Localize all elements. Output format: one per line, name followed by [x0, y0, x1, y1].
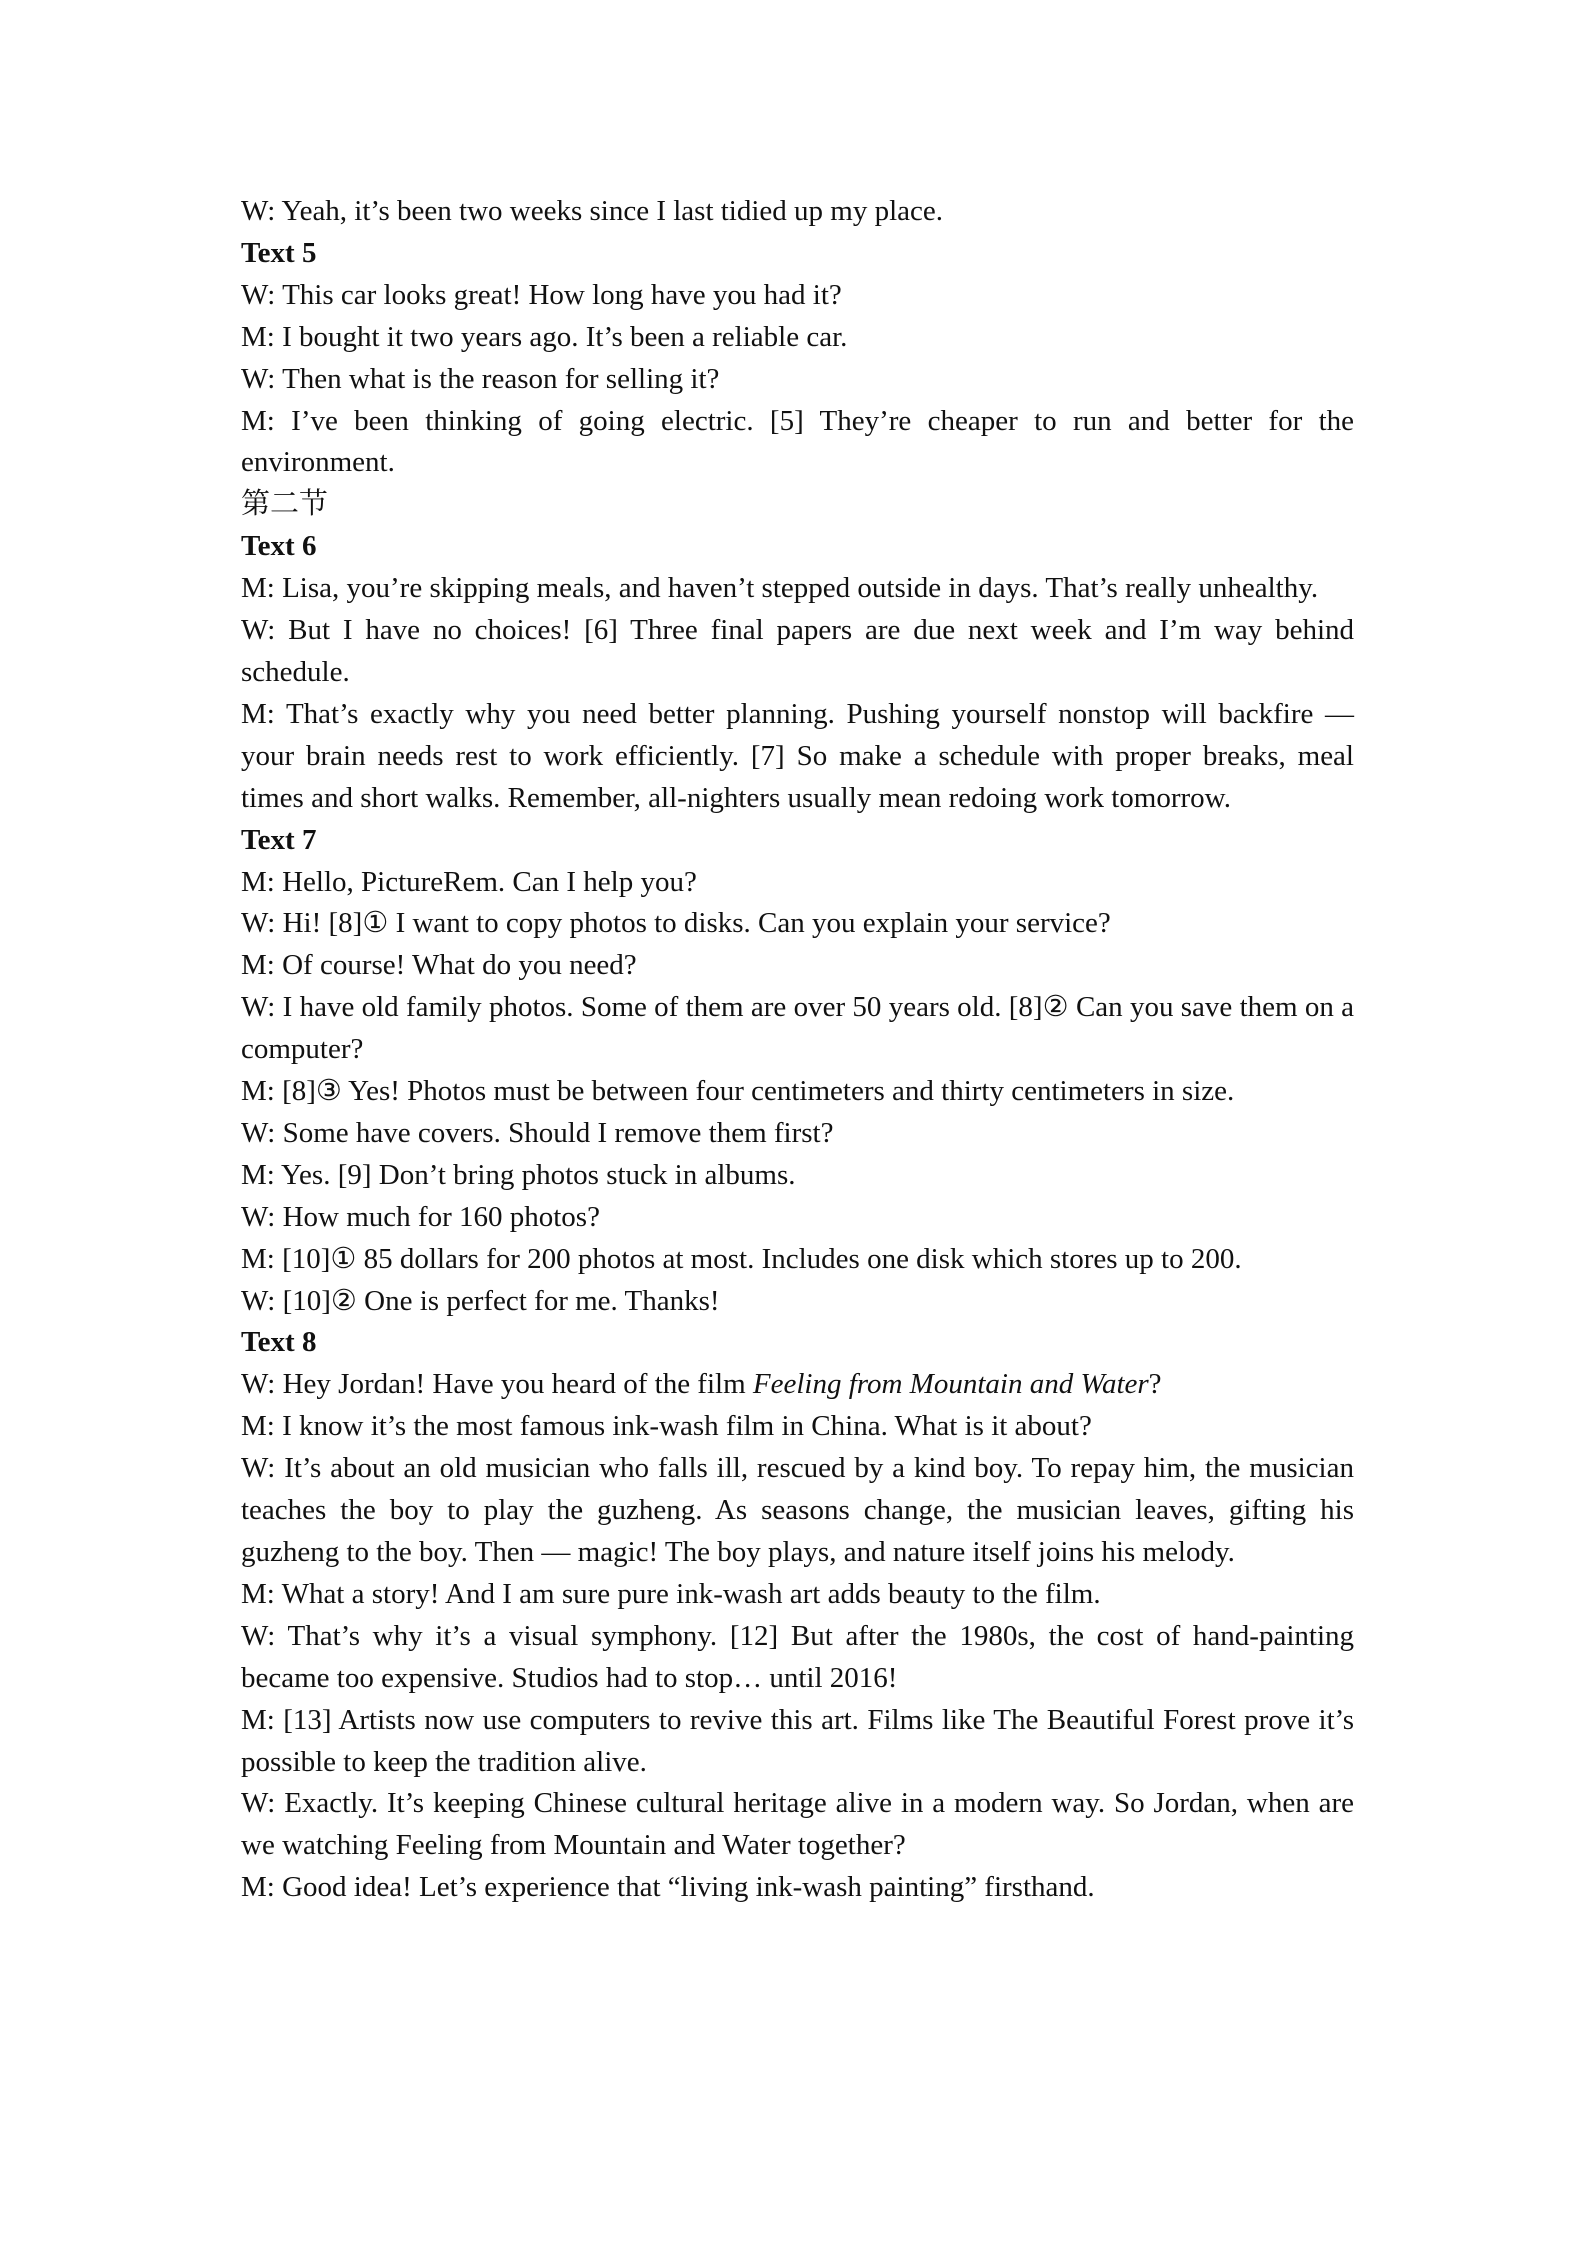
dialogue-line: M: That’s exactly why you need better planning. Pushing yourself nonstop will backfire — your brain needs rest to work efficiently. [7] So make a schedule with proper breaks, meal times and short walks. Remember, all-nighters usually mean redoing work tomorrow.	[241, 697, 1354, 814]
dialogue-line: W: Hi! [8]① I want to copy photos to disks. Can you explain your service?	[241, 907, 1111, 940]
dialogue-line: M: [10]① 85 dollars for 200 photos at most. Includes one disk which stores up to 200.	[241, 1242, 1242, 1275]
dialogue-line: M: Yes. [9] Don’t bring photos stuck in albums.	[241, 1158, 796, 1191]
text-heading: Text 6	[241, 530, 317, 563]
dialogue-line: M: I’ve been thinking of going electric. [5] They’re cheaper to run and better for the environment.	[241, 404, 1354, 479]
dialogue-line: W: How much for 160 photos?	[241, 1200, 600, 1233]
dialogue-line: M: [8]③ Yes! Photos must be between four centimeters and thirty centimeters in size.	[241, 1075, 1235, 1108]
dialogue-line: W: This car looks great! How long have you had it?	[241, 278, 842, 311]
dialogue-line: M: Hello, PictureRem. Can I help you?	[241, 865, 697, 898]
dialogue-line: W: But I have no choices! [6] Three final papers are due next week and I’m way behind schedule.	[241, 614, 1354, 688]
dialogue-line: M: Good idea! Let’s experience that “living ink-wash painting” firsthand.	[241, 1871, 1095, 1904]
film-title: Feeling from Mountain and Water	[752, 1368, 1149, 1401]
dialogue-line: M: I bought it two years ago. It’s been a reliable car.	[241, 320, 848, 353]
dialogue-text: W: Hey Jordan! Have you heard of the film	[241, 1368, 753, 1401]
dialogue-line: W: I have old family photos. Some of them are over 50 years old. [8]② Can you save them on a computer?	[241, 991, 1354, 1066]
text-heading: Text 8	[241, 1326, 317, 1359]
dialogue-line: W: Some have covers. Should I remove them first?	[241, 1116, 834, 1149]
dialogue-line: W: Then what is the reason for selling it?	[241, 362, 720, 395]
dialogue-line	[241, 1364, 1354, 1406]
dialogue-line: W: [10]② One is perfect for me. Thanks!	[241, 1284, 720, 1317]
dialogue-line: M: I know it’s the most famous ink-wash film in China. What is it about?	[241, 1410, 1092, 1443]
dialogue-line: M: Lisa, you’re skipping meals, and haven’t stepped outside in days. That’s really unhealthy.	[241, 572, 1319, 605]
dialogue-text: ?	[1148, 1368, 1162, 1401]
dialogue-line: M: [13] Artists now use computers to revive this art. Films like The Beautiful Forest prove it’s possible to keep the tradition alive.	[241, 1703, 1354, 1778]
dialogue-line: M: What a story! And I am sure pure ink-wash art adds beauty to the film.	[241, 1577, 1101, 1610]
dialogue-line: M: Of course! What do you need?	[241, 949, 637, 982]
dialogue-line: W: Exactly. It’s keeping Chinese cultural heritage alive in a modern way. So Jordan, when are we watching Feeling from Mountain and Water together?	[241, 1787, 1354, 1862]
text-heading: Text 7	[241, 823, 317, 856]
document-page	[241, 191, 1354, 1909]
text-heading: Text 5	[241, 236, 317, 269]
dialogue-line: W: Yeah, it’s been two weeks since I last tidied up my place.	[241, 195, 944, 227]
dialogue-line: W: That’s why it’s a visual symphony. [12] But after the 1980s, the cost of hand-painting became too expensive. Studios had to stop… until 2016!	[241, 1619, 1354, 1694]
dialogue-line: W: It’s about an old musician who falls ill, rescued by a kind boy. To repay him, the musician teaches the boy to play the guzheng. As seasons change, the musician leaves, gifting his guzheng to the boy. Then — magic! The boy plays, and nature itself joins his melody.	[241, 1452, 1354, 1568]
section-heading: 第二节	[241, 488, 329, 521]
